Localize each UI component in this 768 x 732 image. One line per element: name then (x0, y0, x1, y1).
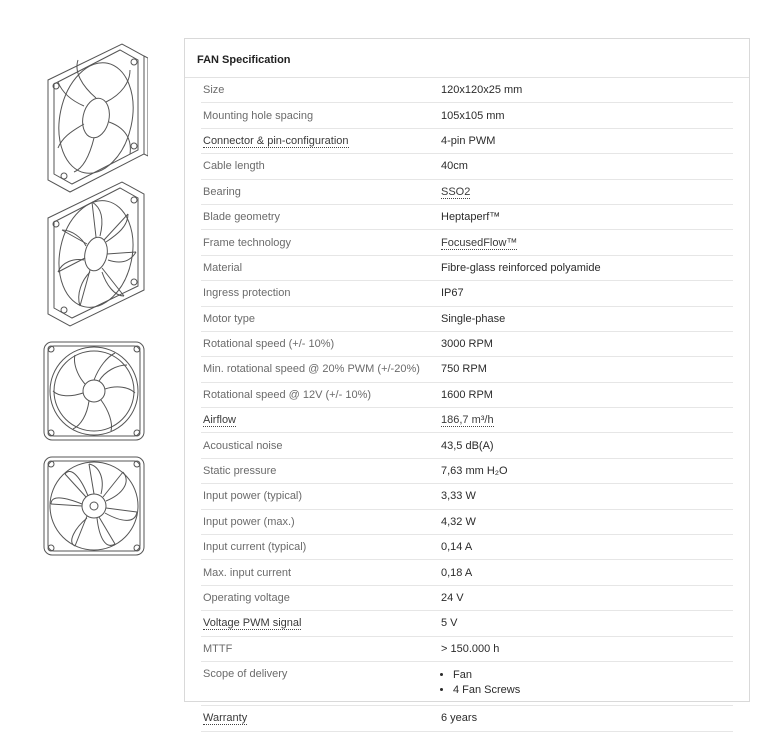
table-row (201, 306, 733, 331)
table-row (201, 611, 733, 636)
fan-back-icon (43, 456, 147, 558)
row-label: Mounting hole spacing (201, 103, 441, 128)
row-label: Input power (max.) (201, 509, 441, 534)
list-item: • 4 Fan Screws (453, 683, 733, 699)
frame-tooltip-link[interactable]: FocusedFlow™ (441, 236, 518, 249)
table-row (201, 154, 733, 179)
row-label: Static pressure (201, 458, 441, 483)
table-row (201, 535, 733, 560)
row-value: 4-pin PWM (441, 128, 733, 153)
row-value: IP67 (441, 281, 733, 306)
row-label: Motor type (201, 306, 441, 331)
row-label: Input power (typical) (201, 484, 441, 509)
delivery-list (441, 668, 733, 699)
row-label: Operating voltage (201, 585, 441, 610)
table-row (201, 78, 733, 103)
row-value: 43,5 dB(A) (441, 433, 733, 458)
row-label: Cable length (201, 154, 441, 179)
table-row (201, 357, 733, 382)
row-value: 6 years (441, 705, 733, 731)
row-value: 3,33 W (441, 484, 733, 509)
fan-drawings (40, 42, 150, 562)
connector-tooltip-link[interactable]: Connector & pin-configuration (203, 134, 349, 147)
bearing-tooltip-link[interactable]: SSO2 (441, 185, 471, 198)
table-row (201, 103, 733, 128)
table-row (201, 636, 733, 661)
row-value: Single-phase (441, 306, 733, 331)
airflow-unit-tooltip-link[interactable]: 186,7 m³/h (441, 414, 494, 427)
fan-front-icon (43, 341, 147, 443)
pwm-tooltip-link[interactable]: Voltage PWM signal (203, 617, 302, 630)
table-row (201, 255, 733, 280)
row-label: Scope of delivery (201, 661, 441, 705)
row-label: Rotational speed @ 12V (+/- 10%) (201, 382, 441, 407)
row-value: 1600 RPM (441, 382, 733, 407)
row-value: 7,63 mm H₂O (441, 458, 733, 483)
spec-table (201, 78, 733, 732)
table-row (201, 331, 733, 356)
row-label: Size (201, 78, 441, 103)
row-value: 105x105 mm (441, 103, 733, 128)
table-row (201, 585, 733, 610)
table-row (201, 433, 733, 458)
row-value: 24 V (441, 585, 733, 610)
row-label: Min. rotational speed @ 20% PWM (+/-20%) (201, 357, 441, 382)
row-label: Input current (typical) (201, 535, 441, 560)
warranty-tooltip-link[interactable]: Warranty (203, 712, 248, 725)
table-row (201, 281, 733, 306)
table-row (201, 204, 733, 229)
row-label: Blade geometry (201, 204, 441, 229)
fan-perspective-back-icon (44, 180, 148, 330)
table-row (201, 484, 733, 509)
table-row (201, 230, 733, 255)
row-value: 3000 RPM (441, 331, 733, 356)
table-row (201, 458, 733, 483)
table-row (201, 408, 733, 433)
table-row (201, 382, 733, 407)
row-value: 4,32 W (441, 509, 733, 534)
row-label: Acoustical noise (201, 433, 441, 458)
row-value: Heptaperf™ (441, 204, 733, 229)
row-value: 120x120x25 mm (441, 78, 733, 103)
table-row (201, 179, 733, 204)
row-label: Frame technology (201, 230, 441, 255)
row-label: Max. input current (201, 560, 441, 585)
table-row (201, 661, 733, 705)
row-label: Ingress protection (201, 281, 441, 306)
row-value: 750 RPM (441, 357, 733, 382)
table-row (201, 705, 733, 731)
row-value: 5 V (441, 611, 733, 636)
list-item: • Fan (453, 668, 733, 684)
table-row (201, 560, 733, 585)
spec-title: FAN Specification (185, 39, 749, 78)
table-row (201, 128, 733, 153)
airflow-tooltip-link[interactable]: Airflow (203, 414, 237, 427)
row-label: MTTF (201, 636, 441, 661)
row-value: 0,14 A (441, 535, 733, 560)
row-value: 0,18 A (441, 560, 733, 585)
fan-perspective-front-icon (44, 42, 148, 194)
row-value: > 150.000 h (441, 636, 733, 661)
row-value: Fibre-glass reinforced polyamide (441, 255, 733, 280)
row-label: Bearing (201, 179, 441, 204)
row-label: Material (201, 255, 441, 280)
table-row (201, 509, 733, 534)
row-value: 40cm (441, 154, 733, 179)
row-label: Rotational speed (+/- 10%) (201, 331, 441, 356)
fan-specification-card (184, 38, 750, 725)
